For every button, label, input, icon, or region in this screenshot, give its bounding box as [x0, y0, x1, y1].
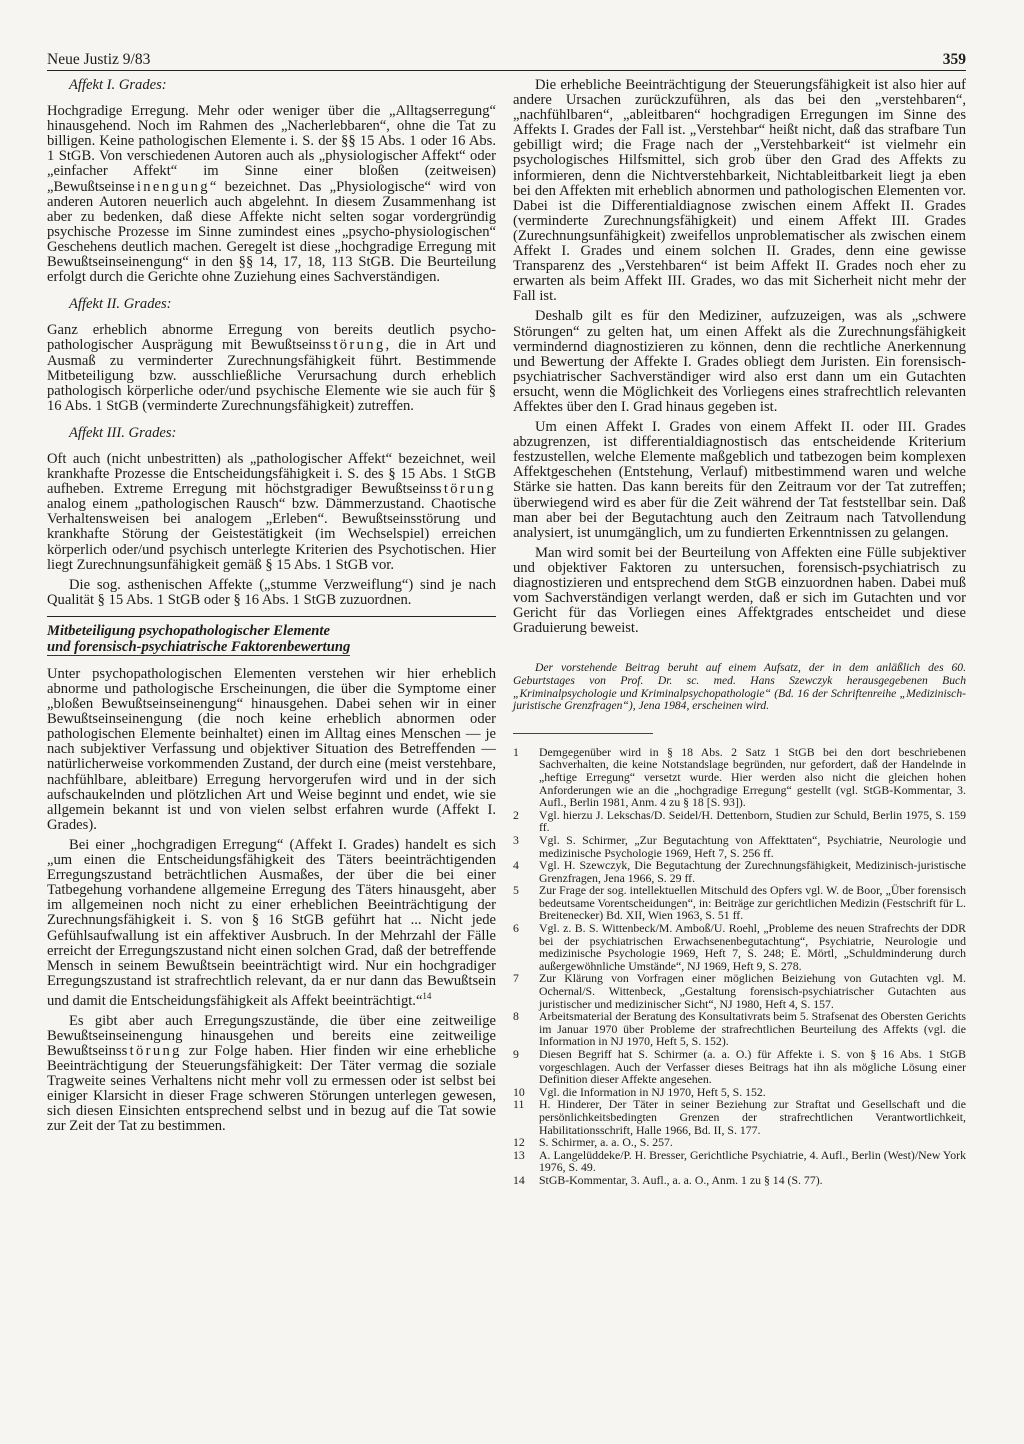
left-column	[47, 78, 496, 1135]
footnote-text: Demgegenüber wird in § 18 Abs. 2 Satz 1 StGB bei den dort beschriebenen Sachverhalten, die keine Notstandslage begründen, nur gefordert, daß der Handelnde in „heftige Erregung“ versetzt wurde. Hier werden also nicht die gleichen hohen Anforderungen wie an die „hochgradige Erregung“ gestellt (vgl. StGB-Kommentar, 3. Aufl., Berlin 1981, Anm. 4 zu § 18 [S. 93]).	[539, 744, 966, 810]
source-note: Der vorstehende Beitrag beruht auf einem Aufsatz, der in dem anläßlich des 60. Geburtstages von Prof. Dr. sc. med. Hans Szewczyk herausgegebenen Buch „Kriminalpsychologie und Kriminalpsychopathologie“ (Bd. 16 der Schriftenreihe „Medizinisch-juristische Grenzfragen“), Jena 1984, erscheinen wird.	[513, 661, 966, 713]
paragraph-right-4: Man wird somit bei der Beurteilung von Affekten eine Fülle subjektiver und objektiver Faktoren zu untersuchen, forensisch-psychiatrisch zu diagnostizieren und entsprechend dem StGB einzuordnen haben. Dabei muß vom Sachverständigen verlangt werden, daß er sich im Gutachten und vor Gericht für das Vorliegen eines Affektgrades entscheidet und diese Graduierung beweist.	[513, 544, 966, 637]
footnote-text: Zur Klärung von Vorfragen einer möglichen Beiziehung von Gutachten vgl. M. Ochernal/S. Wittenbeck, „Gestaltung forensisch-psychiatrischer Gutachten aus juristischer und medizinischer Sicht“, NJ 1980, Heft 4, S. 157.	[539, 971, 966, 1011]
footnote-number: 8	[513, 1009, 519, 1024]
footnote-number: 11	[513, 1097, 525, 1112]
text-span: Oft auch (nicht unbestritten) als „pathologischer Affekt“ bezeichnet, weil krankhafte Prozesse die Entscheidungsfähigkeit i. S. des § 15 Abs. 1 StGB aufheben. Extreme Erregung mit höchstgradiger Bewußtseins	[47, 450, 496, 498]
footnote-item	[513, 922, 966, 972]
footnote-number: 12	[513, 1135, 525, 1150]
footnote-text: S. Schirmer, a. a. O., S. 257.	[539, 1135, 673, 1150]
footnote-item	[513, 972, 966, 1010]
footnote-rule	[513, 733, 653, 734]
footnote-text: Vgl. S. Schirmer, „Zur Begutachtung von Affekttaten“, Psychiatrie, Neurologie und medizinische Psychologie 1969, Heft 7, S. 256 ff.	[539, 832, 966, 860]
footnote-number: 13	[513, 1147, 525, 1162]
paragraph-body-3	[47, 1014, 496, 1135]
footnote-number: 6	[513, 921, 519, 936]
text-span: analog einem „pathologischen Rausch“ bzw. Dämmerzustand. Chaotische Verhaltensweisen bei analogem „Erleben“. Bewußtseinsstörung und krankhafte Störung der Geistestätigkeit (im Wechselspiel) erreichen körperlich oder/und psychisch unterlegte Kriterien des Psychotischen. Hier liegt Zurechnungsunfähigkeit gemäß § 15 Abs. 1 StGB vor.	[47, 496, 496, 573]
section-title-line-2: und forensisch-psychiatrische Faktorenbewertung	[47, 638, 351, 655]
heading-affekt-3: Affekt III. Grades:	[69, 424, 177, 441]
paragraph-right-3: Um einen Affekt I. Grades von einem Affekt II. oder III. Grades abzugrenzen, ist differentialdiagnostisch das entscheidende Kriterium festzustellen, welche Elemente maßgeblich und tatbezogen beim komplexen Affektgeschehen (Entstehung, Verlauf) mitbestimmend waren und welche Stärke sie hatten. Das kann bereits für den Zeitraum vor der Tat zutreffen; überwiegend wird es aber für die Zeit während der Tat feststellbar sein. Daß man aber bei der Begutachtung auch den Zeitraum nach Tatvollendung analysiert, ist unumgänglich, um zu fundierten Erkenntnissen zu gelangen.	[513, 419, 966, 541]
footnote-number: 4	[513, 858, 519, 873]
text-span: zur Folge haben. Hier finden wir eine erhebliche Beeinträchtigung der Steuerungsfähigkeit: Der Täter vermag die soziale Tragweite seines Verhaltens nicht mehr voll zu ermessen oder ist selbst bei einiger Klarsicht in dieser Frage schweren Störungen unterlegen gewesen, sich diesen Einsichten entsprechend selbst und in bezug auf die Tat sowie zur Zeit der Tat zu bestimmen.	[47, 1043, 496, 1135]
paragraph-body-1: Unter psychopathologischen Elementen verstehen wir hier erheblich abnorme und pathologische Erscheinungen, die über die Symptome einer „bloßen Bewußtseinseinengung“ hinausgehen. Dabei sehen wir in einer Bewußtseinseinengung (die noch keine erheblich abnormen oder pathologischen Elemente beinhaltet) einen im Alltag eines Menschen — je nach subjektiver Verfassung und objektiver Situation des Betreffenden — natürlicherweise vorkommenden Zustand, der durch eine (meist verstehbare, nachfühlbare, ableitbare) Erregung hervorgerufen wird und in der sich aufschaukelnden und plötzlichen Art und Weise beginnt und endet, wie sie allgemein bekannt ist und von vielen selbst erfahren wurde (Affekt I. Grades).	[47, 665, 496, 833]
footnote-text: Vgl. z. B. S. Wittenbeck/M. Amboß/U. Roehl, „Probleme des neuen Strafrechts der DDR bei der psychiatrischen Erwachsenenbegutachtung“, Psychiatrie, Neurologie und medizinische Psychologie 1969, Heft 7, S. 248; E. Mörtl, „Schuldminderung durch außergewöhnliche Umstände“, NJ 1969, Heft 9, S. 278.	[539, 921, 966, 973]
page-number: 359	[942, 51, 966, 68]
footnote-item	[513, 746, 966, 809]
footnote-number: 14	[513, 1172, 525, 1187]
footnote-number: 9	[513, 1047, 519, 1061]
footnote-list	[513, 746, 966, 1187]
section-title-line-1: Mitbeteiligung psychopathologischer Elemente	[47, 622, 330, 639]
footnote-text: H. Hinderer, Der Täter in seiner Beziehung zur Straftat und Gesellschaft und die persönlichkeitsbedingten Grenzen der strafrechtlichen Verantwortlichkeit, Habilitationsschrift, Halle 1966, Bd. II, S. 177.	[539, 1097, 966, 1137]
text-span: “ bezeichnet. Das „Physiologische“ wird von anderen Autoren neuerlich auch abgelehnt. In diesem Zusammenhang ist aber zu bedenken, daß diese Affekte nicht selten sogar vordergründig psychische Prozesse im Sinne zumindest eines „psycho-physiologischen“ Geschehens deutlich machen. Geregelt ist diese „hochgradige Erregung mit Bewußtseinseinengung“ in den §§ 14, 17, 18, 113 StGB. Die Beurteilung erfolgt durch die Gerichte ohne Zuziehung eines Sachverständigen.	[47, 178, 496, 286]
text-span: Bei einer „hochgradigen Erregung“ (Affekt I. Grades) handelt es sich „um einen die Entscheidungsfähigkeit des Täters beeinträchtigenden Erregungszustand beträchtlichen Ausmaßes, der über die bei einer Tatbegehung vorhandene allgemeine Erregung des Täters hinausgeht, aber im allgemeinen noch nicht zu einer erheblichen Beeinträchtigung der Zurechnungsfähigkeit i. S. von § 16 StGB geführt hat ... Nicht jede Gefühlsaufwallung ist ein affektiver Ausbruch. In der Mehrzahl der Fälle erreicht der Erregungszustand nicht einen solchen Grad, daß der betreffende Mensch in seinem Bewußtsein beeinträchtigt wird. Nur ein hochgradiger Erregungszustand ist strafrechtlich relevant, da er nur dann das Bewußtsein und damit die Entscheidungsfähigkeit als Affekt beeinträchtigt.“	[47, 836, 496, 1009]
footnote-number: 10	[513, 1084, 525, 1099]
right-column	[513, 78, 966, 1187]
footnote-text: Diesen Begriff hat S. Schirmer (a. a. O.) für Affekte i. S. von § 16 Abs. 1 StGB vorgeschlagen. Auch der Verfasser dieses Beitrags hat ihn als mögliche Lösung einer Definition dieser Affekte angesehen.	[539, 1047, 966, 1087]
footnote-text: Vgl. hierzu J. Lekschas/D. Seidel/H. Dettenborn, Studien zur Schuld, Berlin 1975, S. 159 ff.	[539, 807, 966, 835]
paragraph-affekt-2	[47, 323, 496, 414]
footnote-text: Arbeitsmaterial der Beratung des Konsultativrats beim 5. Strafsenat des Obersten Gerichts im Januar 1970 über Probleme der strafrechtlichen Beurteilung des Affekts (vgl. die Information in NJ 1970, Heft 5, S. 152).	[539, 1009, 966, 1049]
footnote-text: Zur Frage der sog. intellektuellen Mitschuld des Opfers vgl. W. de Boor, „Über forensisch bedeutsame Vorentscheidungen“, in: Beiträge zur gerichtlichen Medizin (Festschrift für L. Breitenecker) Bd. XII, Wien 1963, S. 51 ff.	[539, 883, 966, 923]
section-title	[47, 623, 496, 655]
spaced-term: einengung	[128, 178, 210, 195]
footnote-ref: 14	[422, 990, 432, 1001]
footnote-text: Vgl. die Information in NJ 1970, Heft 5, S. 152.	[539, 1084, 766, 1099]
paragraph-body-2	[47, 838, 496, 1009]
footnote-number: 2	[513, 807, 519, 822]
footnote-text: Vgl. H. Szewczyk, Die Begutachtung der Zurechnungsfähigkeit, Medizinisch-juristische Grenzfragen, Jena 1966, S. 29 ff.	[539, 858, 966, 885]
journal-title: Neue Justiz 9/83	[47, 51, 151, 68]
text-span: , die in Art und Ausmaß zu verminderter Zurechnungsfähigkeit führt. Bestimmende Mitbeteiligung bzw. ausschließliche Verursachung durch erheblich pathologisch körperliche oder/und psychische Elemente wie sie auch für § 16 Abs. 1 StGB (verminderte Zurechnungsfähigkeit) zutreffen.	[47, 337, 496, 414]
footnote-item	[513, 859, 966, 884]
spaced-term: störung	[435, 481, 496, 498]
footnote-number: 1	[513, 744, 519, 759]
heading-affekt-2: Affekt II. Grades:	[69, 296, 172, 313]
footnote-number: 3	[513, 832, 519, 847]
page-header	[47, 48, 966, 72]
footnote-item	[513, 1149, 966, 1174]
footnote-item	[513, 1010, 966, 1048]
paragraph-right-1: Die erhebliche Beeinträchtigung der Steuerungsfähigkeit ist also hier auf andere Ursachen zurückzuführen, als das bei den „verstehbaren“, „nachfühlbaren“, „ableitbaren“ hochgradigen Erregungen im Sinne des Affekts I. Grades der Fall ist. „Verstehbar“ heißt nicht, daß das strafbare Tun gebilligt wird; die Frage nach der „Verstehbarkeit“ ist vielmehr ein psychologisches Hilfsmittel, sich grob über den Grad des Affekts zu informieren, denn die Nichtverstehbarkeit, Nichtableitbarkeit liegt ja eben bei den Affekten mit erheblich abnormen und pathologischen Elementen vor. Dabei ist die Differentialdiagnose zwischen einem Affekt II. Grades (verminderte Zurechnungsfähigkeit) und einem Affekt III. Grades (Zurechnungsunfähigkeit) zweifellos unproblematischer als zwischen einem Affekt I. Grades und einem solchen II. Grades, denn eine gewisse Transparenz des „Verstehbaren“ ist beim Affekt II. Grades noch eher zu erwarten als beim Affekt III. Grades, wo das mit Sicherheit nicht mehr der Fall ist.	[513, 77, 966, 305]
footnote-item	[513, 884, 966, 922]
footnote-item	[513, 1098, 966, 1136]
footnote-item	[513, 1174, 966, 1187]
footnote-text: StGB-Kommentar, 3. Aufl., a. a. O., Anm. 1 zu § 14 (S. 77).	[539, 1172, 823, 1187]
spaced-term: störung	[325, 337, 386, 354]
footnote-item	[513, 834, 966, 859]
paragraph-right-2: Deshalb gilt es für den Mediziner, aufzuzeigen, was als „schwere Störungen“ zu gelten hat, um einen Affekt als die Zurechnungsfähigkeit vermindernd diagnostizieren zu können, denn die rechtliche Anerkennung und Bewertung der Affekte I. Grades obliegt dem Juristen. Ein forensisch-psychiatrischer Sachverständiger wird also erst dann um ein Gutachten ersucht, wenn die Möglichkeit des Vorliegens eines strafrechtlich relevanten Affektes über den I. Grad hinaus gegeben ist.	[513, 308, 966, 415]
heading-affekt-1: Affekt I. Grades:	[69, 77, 167, 93]
footnote-item	[513, 809, 966, 834]
spaced-term: störung	[121, 1043, 182, 1060]
footnote-number: 7	[513, 971, 519, 986]
text-span: Ganz erheblich abnorme Erregung von bereits deutlich psycho-pathologischer Ausprägung mit Bewußtseins	[47, 322, 496, 354]
footnote-item	[513, 1048, 966, 1086]
text-span: Es gibt aber auch Erregungszustände, die über eine zeitweilige Bewußtseinseinengung hinausgehen und bereits eine zeitweilige Bewußtseins	[47, 1012, 496, 1060]
header-rule	[47, 70, 966, 71]
paragraph-affekt-3	[47, 452, 496, 573]
footnote-item	[513, 1136, 966, 1149]
text-span: Hochgradige Erregung. Mehr oder weniger über die „Alltagserregung“ hinausgehend. Noch im Rahmen des „Nacherlebbaren“, ohne die Tat zu billigen. Keine pathologischen Elemente i. S. der §§ 15 Abs. 1 oder 16 Abs. 1 StGB. Von verschiedenen Autoren auch als „physiologischer Affekt“ oder „einfacher Affekt“ im Sinne einer bloßen (zeitweisen) „Bewußtseins	[47, 103, 496, 195]
section-rule	[47, 616, 496, 617]
paragraph-asthenisch: Die sog. asthenischen Affekte („stumme Verzweiflung“) sind je nach Qualität § 15 Abs. 1 StGB oder § 16 Abs. 1 StGB zuzuordnen.	[47, 576, 496, 608]
paragraph-affekt-1	[47, 104, 496, 285]
footnote-text: A. Langelüddeke/P. H. Bresser, Gerichtliche Psychiatrie, 4. Aufl., Berlin (West)/New York 1976, S. 49.	[539, 1147, 966, 1175]
footnote-number: 5	[513, 883, 519, 898]
